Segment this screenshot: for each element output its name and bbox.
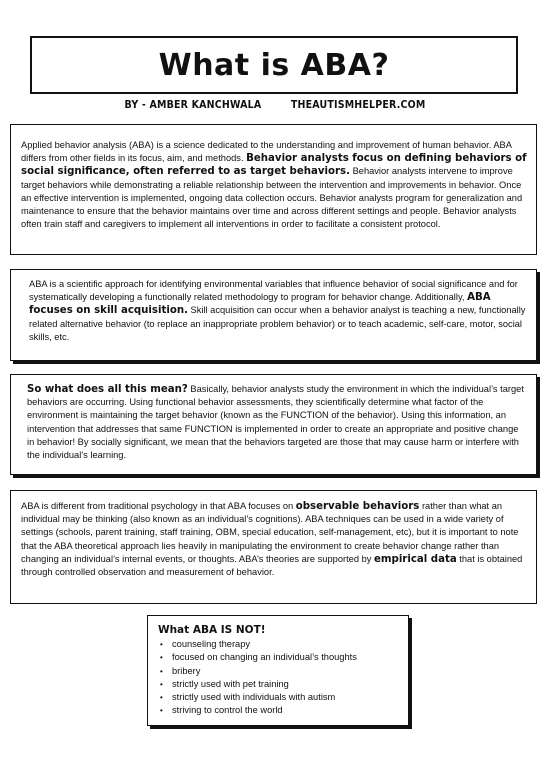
text: Behavior analysts intervene to improve target behaviors while demonstrating a reliable relationship between the intervention and improvements in behavior. Once an effective intervention is implemented, ongoing data collection occurs. Behavior analysts program for generalization and maintenance to ensure that the behavior maintains over time and across different settings and people. Behavior analysts often train staff and caregivers to implement all interventions in order to facilitate a consistent protocol. [21,166,523,230]
title-box [30,36,518,94]
list-item: • bribery [158,665,398,678]
list-item: • strictly used with individuals with autism [158,691,398,704]
what-does-it-mean-box [10,374,537,475]
list-item: • counseling therapy [158,638,398,651]
text: that is obtained through controlled observation and measurement of behavior. [21,553,523,578]
aba-vs-psychology-text [21,500,527,579]
list-item: • strictly used with pet training [158,678,398,691]
not-list [158,638,398,717]
list-item: • focused on changing an individual’s thoughts [158,651,398,664]
text: rather than what an individual may be thinking (also known as an individual’s cognitions). ABA techniques can be used in a wide variety of settings (schools, parent training, staff training, OBM, special education, self-management, etc), but it is important to note that the ABA theoretical approach lies heavily in manipulating the environment to create behavior change rather than changing an individual’s internal events, or thoughts. ABA’s theories are supported by [21,501,519,564]
aba-definition-box [10,124,537,255]
highlight-text: Behavior analysts focus on defining behaviors of social significance, often referred to as target behaviors. [21,153,527,178]
text: Basically, behavior analysts study the environment in which the individual’s target behaviors are occurring. Using functional behavior assessments, they scientifically determine what factor of the environment is maintaining the target behavior (known as the FUNCTION of the behavior). Using this information, an intervention that addresses that same FUNCTION is implemented in order to create an appropriate and positive change in behavior! By socially significant, we mean that the behaviors targeted are those that may cause harm or interfere with the individual’s learning. [27,384,524,461]
scientific-approach-text [29,278,527,344]
what-does-it-mean-text [27,383,527,462]
byline [0,99,550,111]
text: Skill acquisition can occur when a behavior analyst is teaching a new, functionally related alternative behavior (to replace an inappropriate problem behavior) or to teach academic, self-care, motor, social skills, etc. [29,305,526,342]
highlight-text: So what does all this mean? [27,384,188,395]
highlight-text: empirical data [374,553,457,565]
what-aba-is-not-box [147,615,409,726]
text: ABA is a scientific approach for identifying environmental variables that influence behavior of social significance and for systematically developing a functionally related methodology to program for behavior change. Additionally, [29,279,518,303]
text: ABA is different from traditional psychology in that ABA focuses on [21,501,296,511]
list-item: • striving to control the world [158,704,398,717]
what-aba-is-not-heading: What ABA IS NOT! [158,624,266,636]
page-title: What is ABA? [158,47,390,83]
aba-definition-text [21,139,527,231]
scientific-approach-box [10,269,537,361]
text: Applied behavior analysis (ABA) is a science dedicated to the understanding and improvement of human behavior. ABA differs from other fields in its focus, aim, and methods. [21,140,512,164]
website-credit: THEAUTISMHELPER.COM [290,99,426,111]
aba-vs-psychology-box [10,490,537,604]
highlight-text: ABA focuses on skill acquisition. [29,292,491,317]
highlight-text: observable behaviors [295,501,420,512]
author-credit: BY - AMBER KANCHWALA [124,99,262,111]
